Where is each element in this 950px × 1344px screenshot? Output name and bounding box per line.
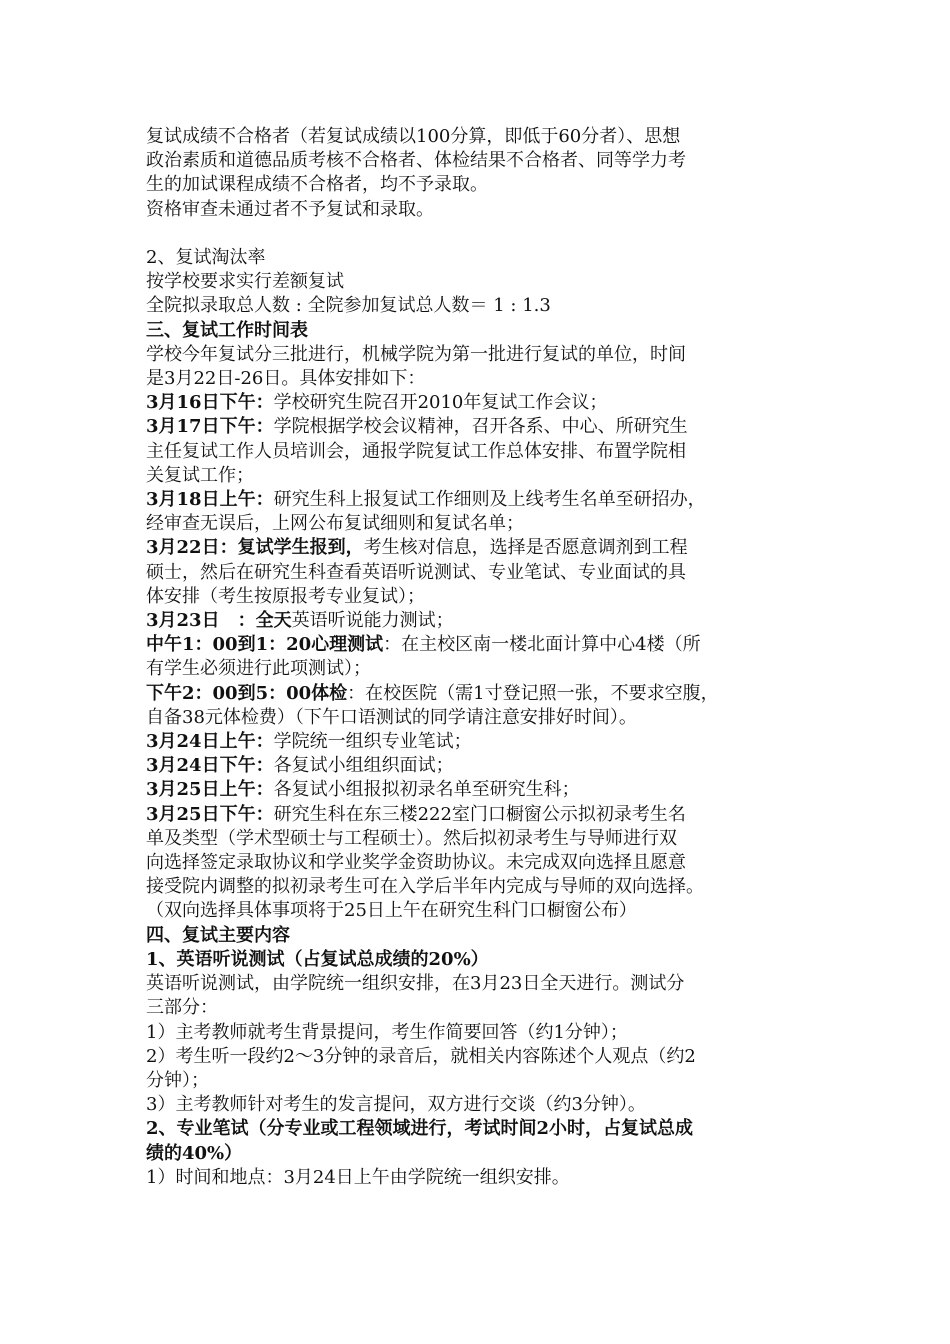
- paragraph-line: 三部分：: [146, 997, 218, 1019]
- schedule-text: ：在校医院（需1寸登记照一张，不要求空腹，: [347, 682, 719, 704]
- schedule-date: 3月17日下午：: [146, 416, 274, 438]
- schedule-item: [146, 778, 816, 802]
- schedule-text: ：在主校区南一楼北面计算中心4楼（所: [383, 634, 701, 656]
- schedule-date: 3月16日下午：: [146, 392, 274, 414]
- paragraph-line: 资格审查未通过者不予复试和录取。: [146, 198, 434, 220]
- schedule-date: 3月22日：: [146, 537, 238, 559]
- document-page: [146, 125, 816, 1190]
- paragraph-line: 复试成绩不合格者（若复试成绩以100分算，即低于60分者）、思想: [146, 126, 681, 147]
- schedule-text: 各复试小组组织面试；: [273, 755, 454, 777]
- schedule-date: 中午1：00到1：20心理测试: [146, 634, 384, 656]
- section-heading: 三、复试工作时间表: [146, 319, 308, 341]
- schedule-text: 研究生科在东三楼222室门口橱窗公示拟初录考生名: [273, 803, 686, 825]
- schedule-text-line: 有学生必须进行此项测试）；: [146, 658, 371, 680]
- schedule-date: 3月23日 ：全天: [146, 610, 292, 632]
- list-item: 3）主考教师针对考生的发言提问，双方进行交谈（约3分钟）。: [146, 1094, 646, 1116]
- schedule-text-line: 关复试工作；: [146, 464, 254, 486]
- schedule-item: [146, 415, 816, 439]
- schedule-text-line: 经审查无误后，上网公布复试细则和复试名单；: [146, 513, 524, 535]
- schedule-item: [146, 536, 816, 560]
- list-item: 1）主考教师就考生背景提问，考生作简要回答（约1分钟）；: [146, 1021, 628, 1043]
- paragraph-line: 政治素质和道德品质考核不合格者、体检结果不合格者、同等学力考: [146, 150, 686, 172]
- schedule-text: 英语听说能力测试；: [291, 610, 454, 632]
- schedule-date: 3月24日下午：: [146, 755, 274, 777]
- paragraph-line: 是3月22日-26日。具体安排如下：: [146, 368, 426, 390]
- paragraph-line: 英语听说测试，由学院统一组织安排，在3月23日全天进行。测试分: [146, 973, 685, 995]
- list-item-continuation: 分钟）；: [146, 1069, 209, 1091]
- schedule-item: [146, 633, 816, 657]
- schedule-item: [146, 803, 816, 827]
- ratio-line: 全院拟录取总人数 : 全院参加复试总人数＝ 1 : 1.3: [146, 295, 551, 317]
- subsection-title: 2、专业笔试（分专业或工程领域进行，考试时间2小时，占复试总成: [146, 1118, 694, 1140]
- schedule-text: 各复试小组报拟初录名单至研究生科；: [273, 779, 580, 801]
- section-heading: 四、复试主要内容: [146, 924, 290, 946]
- blank-line: [146, 222, 816, 246]
- schedule-date: 3月25日上午：: [146, 779, 274, 801]
- schedule-text-line: （双向选择具体事项将于25日上午在研究生科门口橱窗公布）: [146, 900, 637, 922]
- list-item: 2）考生听一段约2～3分钟的录音后，就相关内容陈述个人观点（约2: [146, 1045, 696, 1067]
- schedule-text: 考生核对信息，选择是否愿意调剂到工程: [363, 537, 688, 559]
- schedule-text: 学院根据学校会议精神，召开各系、中心、所研究生: [273, 416, 688, 438]
- schedule-item: [146, 488, 816, 512]
- schedule-text-line: 体安排（考生按原报考专业复试）；: [146, 585, 425, 607]
- schedule-text-line: 接受院内调整的拟初录考生可在入学后半年内完成与导师的双向选择。: [146, 876, 704, 898]
- schedule-text-line: 主任复试工作人员培训会，通报学院复试工作总体安排、布置学院相: [146, 440, 686, 462]
- schedule-item: [146, 730, 816, 754]
- schedule-text-line: 单及类型（学术型硕士与工程硕士）。然后拟初录考生与导师进行双: [146, 827, 677, 849]
- schedule-item: [146, 609, 816, 633]
- list-item: 1）时间和地点：3月24日上午由学院统一组织安排。: [146, 1166, 570, 1188]
- schedule-text: 学校研究生院召开2010年复试工作会议；: [273, 392, 608, 414]
- schedule-text: 学院统一组织专业笔试；: [273, 731, 472, 753]
- schedule-date: 下午2：00到5：00体检: [146, 682, 348, 704]
- subsection-title-continuation: 绩的40%）: [146, 1142, 243, 1164]
- schedule-item: [146, 682, 816, 706]
- schedule-date: 3月25日下午：: [146, 803, 274, 825]
- schedule-item: [146, 754, 816, 778]
- paragraph-line: 学校今年复试分三批进行，机械学院为第一批进行复试的单位，时间: [146, 343, 686, 365]
- schedule-text-line: 自备38元体检费）（下午口语测试的同学请注意安排好时间）。: [146, 706, 637, 728]
- paragraph-line: 按学校要求实行差额复试: [146, 271, 344, 293]
- schedule-item: [146, 391, 816, 415]
- schedule-date: 3月18日上午：: [146, 489, 274, 511]
- paragraph-line: 生的加试课程成绩不合格者，均不予录取。: [146, 174, 488, 196]
- schedule-text-line: 硕士，然后在研究生科查看英语听说测试、专业笔试、专业面试的具: [146, 561, 686, 583]
- schedule-text: 研究生科上报复试工作细则及上线考生名单至研招办，: [273, 489, 706, 511]
- schedule-highlight: 复试学生报到，: [237, 537, 364, 559]
- schedule-date: 3月24日上午：: [146, 731, 274, 753]
- subsection-title: 1、英语听说测试（占复试总成绩的20%）: [146, 948, 489, 970]
- schedule-text-line: 向选择签定录取协议和学业奖学金资助协议。未完成双向选择且愿意: [146, 852, 686, 874]
- subsection-title: 2、复试淘汰率: [146, 247, 266, 268]
